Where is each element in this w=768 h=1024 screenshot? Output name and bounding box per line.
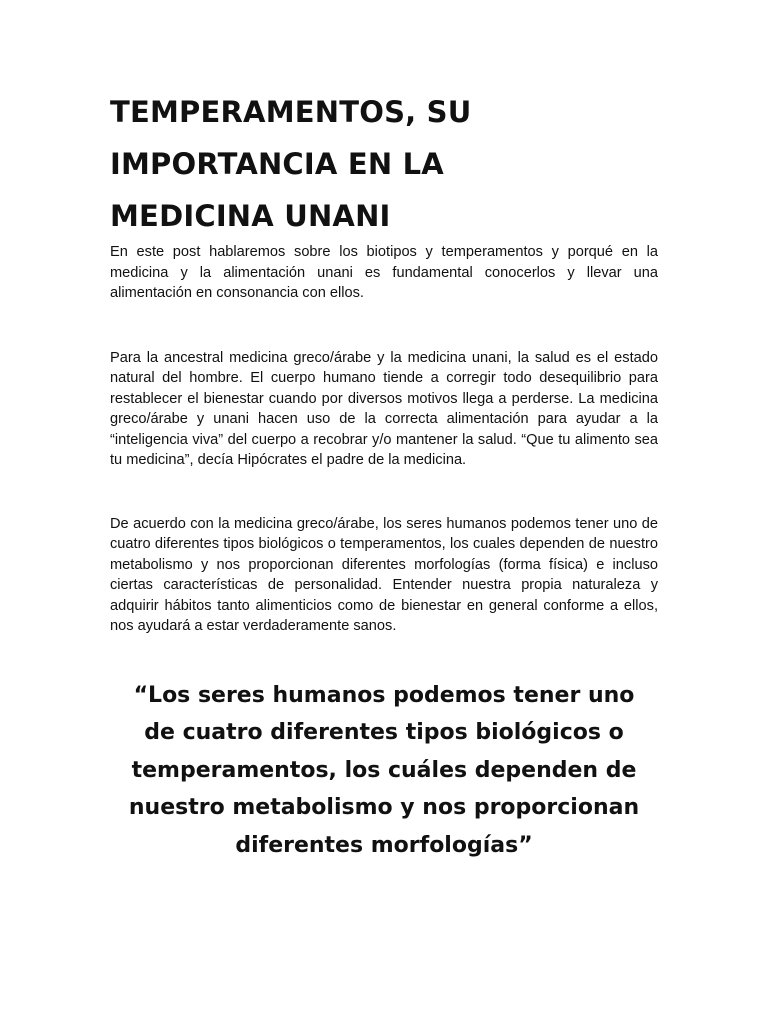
quote-line: temperamentos, los cuáles dependen de [131, 757, 637, 783]
document-page [110, 86, 658, 864]
title-line: IMPORTANCIA EN LA [110, 147, 444, 181]
title-line: TEMPERAMENTOS, SU [110, 95, 472, 129]
quote-line: de cuatro diferentes tipos biológicos o [144, 720, 624, 745]
pull-quote [110, 677, 658, 865]
intro-paragraph: En este post hablaremos sobre los biotipos y temperamentos y porqué en la medicina y la alimentación unani es fundamental conocerlos y llevar una alimentación en consonancia con ellos. [110, 244, 658, 301]
title-line: MEDICINA UNANI [110, 199, 391, 233]
health-paragraph: Para la ancestral medicina greco/árabe y la medicina unani, la salud es el estado natural del hombre. El cuerpo humano tiende a corregir todo desequilibrio para restablecer el bienestar cuando por diversos motivos llega a perderse. La medicina greco/árabe y unani hacen uso de la correcta alimentación para ayudar a la “inteligencia viva” del cuerpo a recobrar y/o mantener la salud. “Que tu alimento sea tu medicina”, decía Hipócrates el padre de la medicina. [110, 349, 658, 468]
quote-line: “Los seres humanos podemos tener uno [133, 682, 635, 708]
temperaments-paragraph: De acuerdo con la medicina greco/árabe, los seres humanos podemos tener uno de cuatro diferentes tipos biológicos o temperamentos, los cuales dependen de nuestro metabolismo y nos proporcionan diferentes morfologías (forma física) e incluso ciertas características de personalidad. Entender nuestra propia naturaleza y adquirir hábitos tanto alimenticios como de bienestar en general conforme a ellos, nos ayudará a estar verdaderamente sanos. [110, 515, 658, 634]
quote-line: nuestro metabolismo y nos proporcionan [128, 795, 640, 820]
article-title [110, 86, 658, 242]
quote-line: diferentes morfologías” [235, 832, 533, 858]
